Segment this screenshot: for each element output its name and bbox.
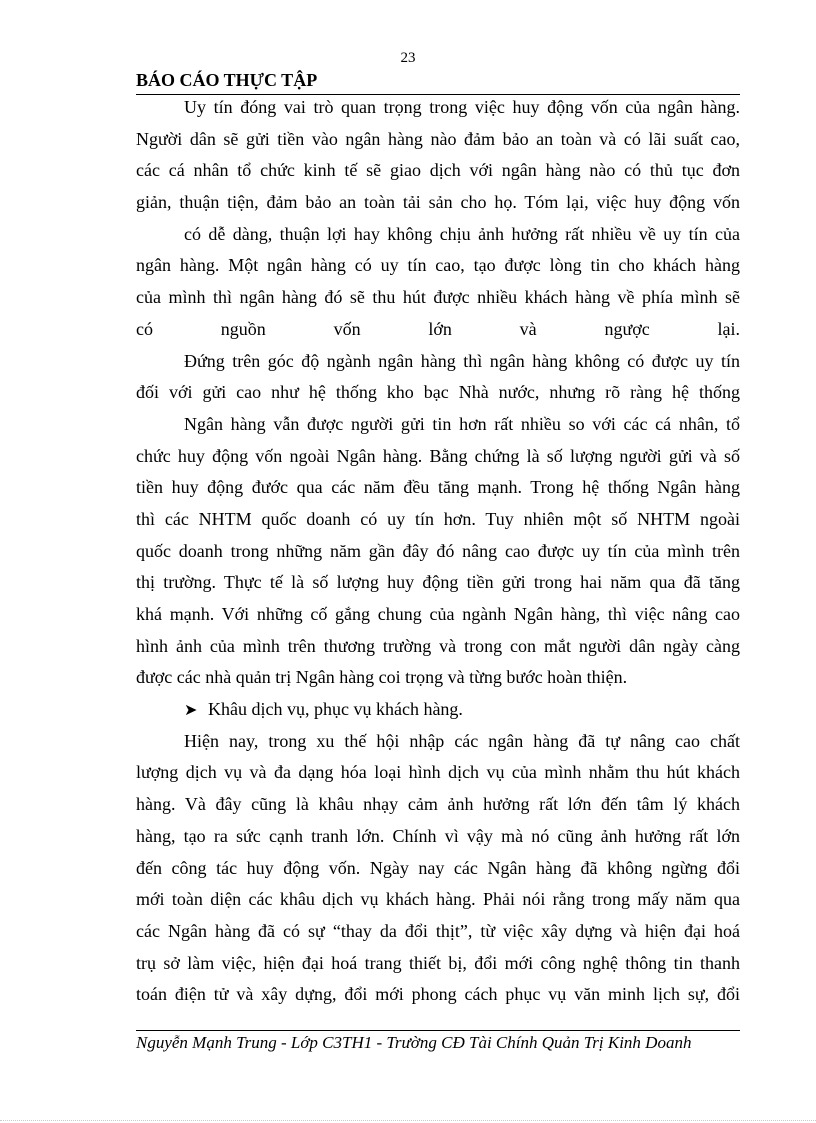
text-line: hình ảnh của mình trên thương trường và trong con mắt người dân ngày càng bbox=[136, 635, 740, 656]
text-line: Đứng trên góc độ ngành ngân hàng thì ngân hàng không có được uy tín bbox=[184, 350, 740, 371]
text-line: quốc doanh trong những năm gần đây đó nâng cao được uy tín của mình trên bbox=[136, 540, 740, 561]
arrow-bullet-icon: ➤ bbox=[184, 702, 198, 720]
text-line: tiền huy động đước qua các năm đều tăng mạnh. Trong hệ thống Ngân hàng bbox=[136, 477, 740, 498]
text-line: Uy tín đóng vai trò quan trọng trong việc huy động vốn của ngân hàng. bbox=[184, 97, 740, 117]
body-text bbox=[136, 92, 740, 1011]
footer-rule bbox=[136, 1030, 740, 1031]
text-line: lượng dịch vụ và đa dạng hóa loại hình dịch vụ của mình nhằm thu hút khách bbox=[136, 762, 740, 783]
text-line: đến công tác huy động vốn. Ngày nay các Ngân hàng đã không ngừng đổi bbox=[136, 857, 740, 878]
text-line: toán điện tử và xây dựng, đổi mới phong cách phục vụ văn minh lịch sự, đổi bbox=[136, 984, 740, 1005]
text-line: thì các NHTM quốc doanh có uy tín hơn. Tuy nhiên một số NHTM ngoài bbox=[136, 508, 740, 529]
text-line: được các nhà quản trị Ngân hàng coi trọng và từng bước hoàn thiện. bbox=[136, 667, 628, 688]
text-line: thị trường. Thực tế là số lượng huy động tiền gửi trong hai năm qua đã tăng bbox=[136, 572, 740, 593]
text-line: Ngân hàng vẫn được người gửi tin hơn rất nhiều so với các cá nhân, tổ bbox=[184, 413, 740, 434]
page-edge bbox=[0, 1120, 816, 1121]
bullet-item bbox=[136, 694, 740, 726]
text-line: trụ sở làm việc, hiện đại hoá trang thiết bị, đổi mới công nghệ thông tin thanh bbox=[136, 952, 740, 973]
text-line: chức huy động vốn ngoài Ngân hàng. Bằng chứng là số lượng người gửi và số bbox=[136, 445, 740, 466]
text-line: các cá nhân tổ chức kinh tế sẽ giao dịch với ngân hàng nào có thủ tục đơn bbox=[136, 160, 740, 181]
footer-text: Nguyễn Mạnh Trung - Lớp C3TH1 - Trường CĐ Tài Chính Quản Trị Kinh Doanh bbox=[136, 1033, 692, 1052]
text-line: khá mạnh. Với những cố gắng chung của ngành Ngân hàng, thì việc nâng cao bbox=[136, 604, 740, 624]
text-line: giản, thuận tiện, đảm bảo an toàn tải sản cho họ. Tóm lại, việc huy động vốn bbox=[136, 192, 740, 213]
text-line: của mình thì ngân hàng đó sẽ thu hút được nhiều khách hàng về phía mình sẽ bbox=[136, 287, 740, 308]
text-line: hàng, tạo ra sức cạnh tranh lớn. Chính vì vậy mà nó cũng ảnh hưởng rất lớn bbox=[136, 825, 740, 846]
text-line: mới toàn diện các khâu dịch vụ khách hàng. Phải nói rằng trong mấy năm qua bbox=[136, 889, 740, 910]
text-line: có nguồn vốn lớn và ngược lại. bbox=[136, 318, 740, 339]
text-line: có dễ dàng, thuận lợi hay không chịu ảnh hưởng rất nhiều về uy tín của bbox=[184, 223, 740, 244]
text-line: các Ngân hàng đã có sự “thay da đổi thịt”, từ việc xây dựng và hiện đại hoá bbox=[136, 920, 740, 941]
text-line: hàng. Và đây cũng là khâu nhạy cảm ảnh hưởng rất lớn đến tâm lý khách bbox=[136, 794, 740, 815]
header-title: BÁO CÁO THỰC TẬP bbox=[136, 70, 318, 90]
page-number: 23 bbox=[400, 50, 416, 66]
text-line: đối với gửi cao như hệ thống kho bạc Nhà nước, nhưng rõ ràng hệ thống bbox=[136, 382, 740, 403]
text-line: Người dân sẽ gửi tiền vào ngân hàng nào đảm bảo an toàn và có lãi suất cao, bbox=[136, 128, 740, 149]
text-line: Hiện nay, trong xu thế hội nhập các ngân hàng đã tự nâng cao chất bbox=[184, 730, 740, 751]
text-line: ngân hàng. Một ngân hàng có uy tín cao, tạo được lòng tin cho khách hàng bbox=[136, 255, 740, 276]
bullet-text: Khâu dịch vụ, phục vụ khách hàng. bbox=[208, 699, 463, 720]
